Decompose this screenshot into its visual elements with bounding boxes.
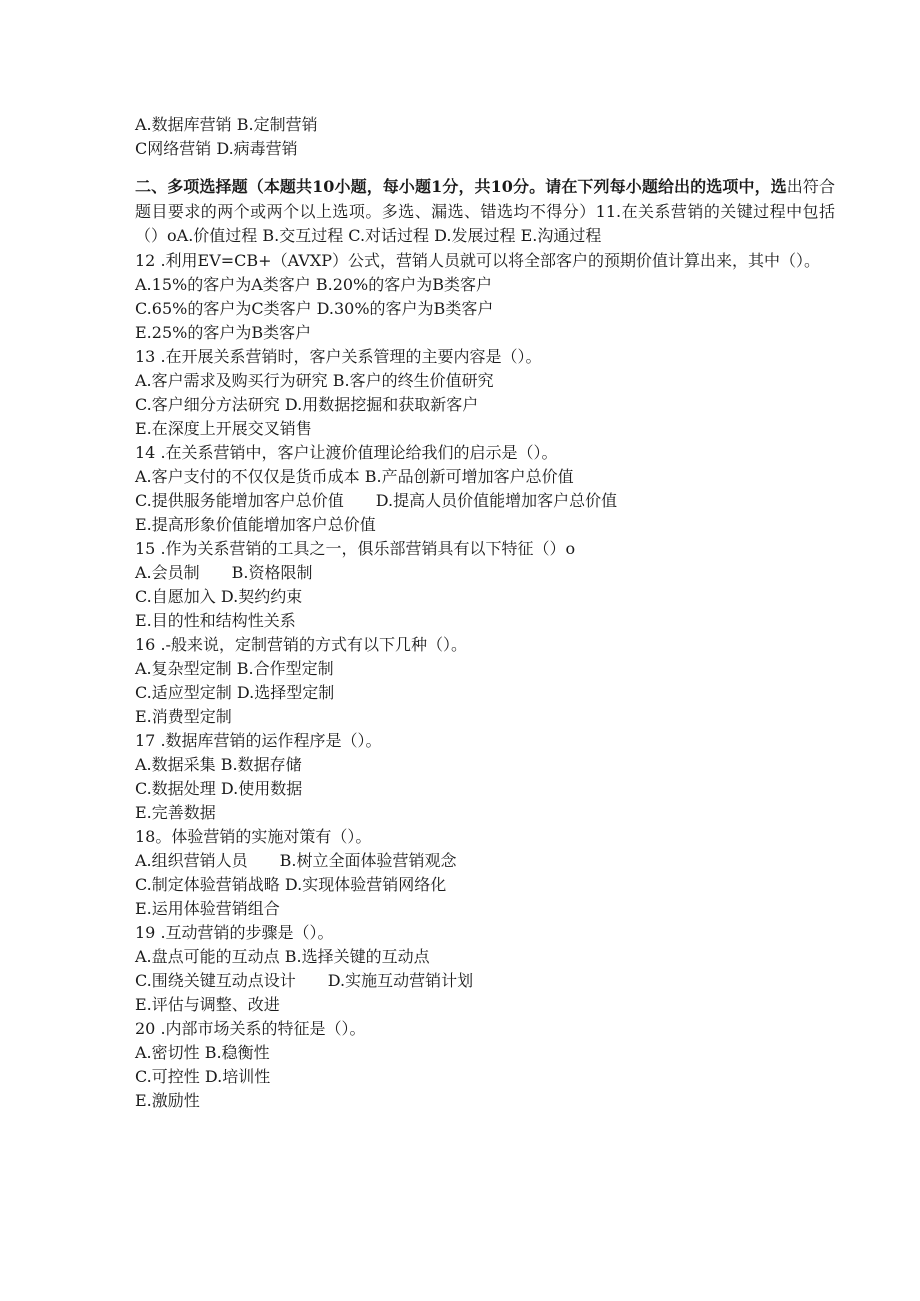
question-stem: 19 .互动营销的步骤是（）。 xyxy=(135,922,334,942)
question-option: C.数据处理 D.使用数据 xyxy=(135,778,303,798)
section-header-text: 出符合题目要求的两个或两个以上选项。多选、漏选、错选均不得分）11.在关系营销的关键过程中包括（）oA.价值过程 B.交互过程 C.对话过程 D.发展过程 E.沟通过程 xyxy=(135,177,835,245)
question-stem: 13 .在开展关系营销时，客户关系管理的主要内容是（）。 xyxy=(135,346,542,366)
question-option: A.客户需求及购买行为研究 B.客户的终生价值研究 xyxy=(135,370,494,390)
question-option: E.运用体验营销组合 xyxy=(135,898,280,918)
question-option: E.提高形象价值能增加客户总价值 xyxy=(135,514,376,534)
question-stem: 20 .内部市场关系的特征是（）。 xyxy=(135,1018,366,1038)
question-option: E.在深度上开展交叉销售 xyxy=(135,418,312,438)
question-option: C.自愿加入 D.契约约束 xyxy=(135,586,303,606)
question-13 xyxy=(135,345,835,441)
question-stem: 16 .-般来说，定制营销的方式有以下几种（）。 xyxy=(135,634,467,654)
question-list xyxy=(135,249,835,1113)
question-12 xyxy=(135,249,835,345)
question-option: A.客户支付的不仅仅是货币成本 B.产品创新可增加客户总价值 xyxy=(135,466,574,486)
question-option: A.会员制 B.资格限制 xyxy=(135,562,313,582)
question-option: E.完善数据 xyxy=(135,802,216,822)
question-20 xyxy=(135,1017,835,1113)
document-page xyxy=(135,113,835,1113)
section-header-bold: 二、多项选择题（本题共10小题，每小题1分，共10分。请在下列每小题给出的选项中，选 xyxy=(135,177,787,196)
question-option: A.15%的客户为A类客户 B.20%的客户为B类客户 xyxy=(135,274,493,294)
question-option: C.围绕关键互动点设计 D.实施互动营销计划 xyxy=(135,970,474,990)
question-option: E.消费型定制 xyxy=(135,706,232,726)
question-option: C.制定体验营销战略 D.实现体验营销网络化 xyxy=(135,874,447,894)
question-18 xyxy=(135,825,835,921)
question-option: E.目的性和结构性关系 xyxy=(135,610,296,630)
prev-option-line-1: A.数据库营销 B.定制营销 xyxy=(135,115,318,134)
question-option: C.65%的客户为C类客户 D.30%的客户为B类客户 xyxy=(135,298,494,318)
question-19 xyxy=(135,921,835,1017)
question-17 xyxy=(135,729,835,825)
question-option: A.盘点可能的互动点 B.选择关键的互动点 xyxy=(135,946,430,966)
question-option: C.适应型定制 D.选择型定制 xyxy=(135,682,335,702)
question-option: E.激励性 xyxy=(135,1090,200,1110)
question-14 xyxy=(135,441,835,537)
question-option: A.复杂型定制 B.合作型定制 xyxy=(135,658,334,678)
question-stem: 14 .在关系营销中，客户让渡价值理论给我们的启示是（）。 xyxy=(135,442,558,462)
question-option: A.组织营销人员 B.树立全面体验营销观念 xyxy=(135,850,457,870)
prev-option-line-2: C网络营销 D.病毒营销 xyxy=(135,139,298,158)
question-stem: 17 .数据库营销的运作程序是（）。 xyxy=(135,730,382,750)
question-option: C.提供服务能增加客户总价值 D.提高人员价值能增加客户总价值 xyxy=(135,490,618,510)
question-option: E.25%的客户为B类客户 xyxy=(135,322,312,342)
question-option: A.密切性 B.稳衡性 xyxy=(135,1042,270,1062)
question-stem: 18。体验营销的实施对策有（）。 xyxy=(135,826,372,846)
question-16 xyxy=(135,633,835,729)
question-option: A.数据采集 B.数据存储 xyxy=(135,754,302,774)
question-option: C.客户细分方法研究 D.用数据挖掘和获取新客户 xyxy=(135,394,479,414)
question-option: C.可控性 D.培训性 xyxy=(135,1066,271,1086)
question-option: E.评估与调整、改进 xyxy=(135,994,280,1014)
question-stem: 12 .利用EV=CB+（AVXP）公式，营销人员就可以将全部客户的预期价值计算出来，其中（）。 xyxy=(135,250,821,270)
question-stem: 15 .作为关系营销的工具之一，俱乐部营销具有以下特征（）o xyxy=(135,538,576,558)
question-15 xyxy=(135,537,835,633)
spacer xyxy=(135,161,835,175)
section-header xyxy=(135,175,835,249)
